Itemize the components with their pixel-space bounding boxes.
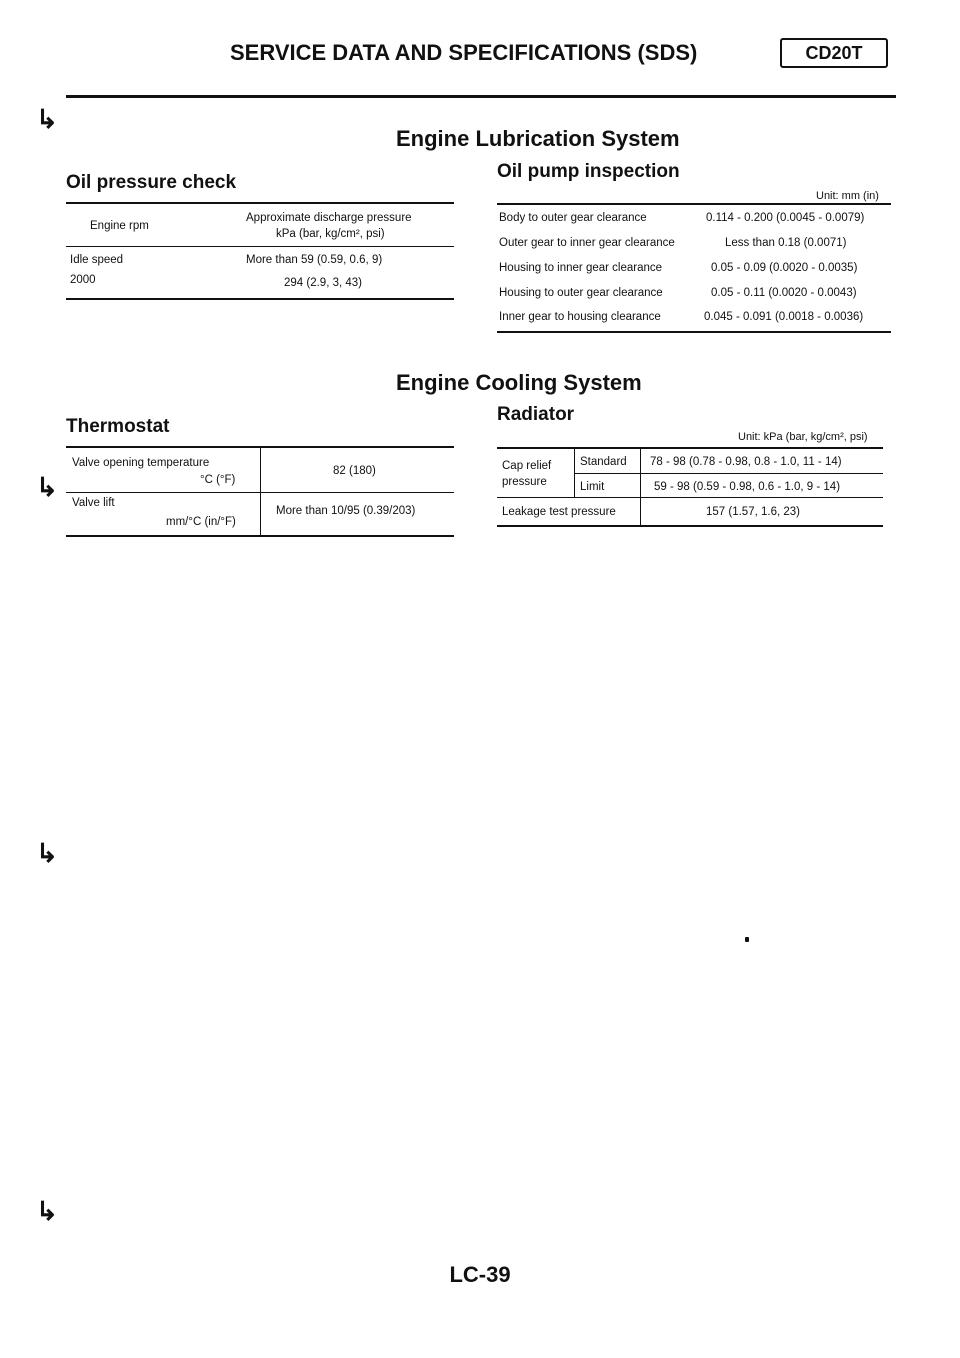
table-cell: Outer gear to inner gear clearance [499, 237, 675, 249]
col-header-rpm: Engine rpm [90, 220, 149, 232]
binding-mark-icon: ↳ [36, 472, 58, 502]
header-rule [66, 95, 896, 98]
section-title-lubrication: Engine Lubrication System [396, 126, 680, 151]
table-cell: More than 10/95 (0.39/203) [276, 505, 416, 517]
table-bottom-rule [497, 525, 883, 527]
thermostat-title: Thermostat [66, 416, 170, 437]
binding-mark-icon: ↳ [36, 838, 58, 868]
table-row-rule [574, 473, 883, 474]
table-cell: mm/°C (in/°F) [166, 516, 236, 528]
table-cell: 78 - 98 (0.78 - 0.98, 0.8 - 1.0, 11 - 14) [650, 456, 842, 468]
radiator-title: Radiator [497, 404, 575, 425]
table-cell: More than 59 (0.59, 0.6, 9) [246, 254, 383, 266]
table-cell: Valve opening temperature [72, 457, 210, 469]
col-header-pressure-2: kPa (bar, kg/cm², psi) [276, 228, 385, 240]
table-cell: pressure [502, 476, 547, 488]
binding-mark-icon: ↳ [36, 1196, 58, 1226]
column-divider [260, 446, 261, 535]
speck [745, 937, 749, 942]
table-cell: Standard [580, 456, 627, 468]
table-cell: °C (°F) [200, 474, 236, 486]
table-cell: Housing to outer gear clearance [499, 287, 663, 299]
model-badge: CD20T [780, 38, 888, 68]
column-divider [640, 447, 641, 527]
table-top-rule [497, 447, 883, 449]
oil-pressure-title: Oil pressure check [66, 172, 237, 193]
table-row-rule [497, 497, 883, 498]
unit-label: Unit: kPa (bar, kg/cm², psi) [738, 431, 868, 443]
table-cell: 2000 [70, 274, 96, 286]
table-cell: 82 (180) [333, 465, 376, 477]
page-number: LC-39 [449, 1262, 511, 1287]
table-cell: 0.045 - 0.091 (0.0018 - 0.0036) [704, 311, 864, 323]
col-header-pressure-1: Approximate discharge pressure [246, 212, 412, 224]
table-cell: 0.05 - 0.11 (0.0020 - 0.0043) [711, 287, 857, 299]
unit-label: Unit: mm (in) [816, 190, 879, 202]
oil-pump-title: Oil pump inspection [497, 161, 680, 182]
page-header-title: SERVICE DATA AND SPECIFICATIONS (SDS) [230, 40, 698, 65]
table-row-rule [66, 492, 454, 493]
table-cell: Idle speed [70, 254, 124, 266]
section-title-cooling: Engine Cooling System [396, 370, 642, 395]
table-bottom-rule [66, 298, 454, 300]
table-cell: Valve lift [72, 497, 115, 509]
binding-mark-icon: ↳ [36, 104, 58, 134]
table-cell: Housing to inner gear clearance [499, 262, 663, 274]
table-cell: 0.114 - 0.200 (0.0045 - 0.0079) [706, 212, 865, 224]
table-cell: Less than 0.18 (0.0071) [725, 237, 847, 249]
table-top-rule [497, 203, 891, 205]
table-cell: Cap relief [502, 460, 552, 472]
table-cell: 157 (1.57, 1.6, 23) [706, 506, 800, 518]
table-cell: 59 - 98 (0.59 - 0.98, 0.6 - 1.0, 9 - 14) [654, 481, 841, 493]
table-cell: 294 (2.9, 3, 43) [284, 277, 362, 289]
table-header-rule [66, 246, 454, 247]
column-divider [574, 447, 575, 497]
table-top-rule [66, 202, 454, 204]
table-cell: Leakage test pressure [502, 506, 616, 518]
table-bottom-rule [497, 331, 891, 333]
table-cell: Body to outer gear clearance [499, 212, 647, 224]
table-bottom-rule [66, 535, 454, 537]
table-cell: Inner gear to housing clearance [499, 311, 661, 323]
table-cell: Limit [580, 481, 605, 493]
table-cell: 0.05 - 0.09 (0.0020 - 0.0035) [711, 262, 858, 274]
